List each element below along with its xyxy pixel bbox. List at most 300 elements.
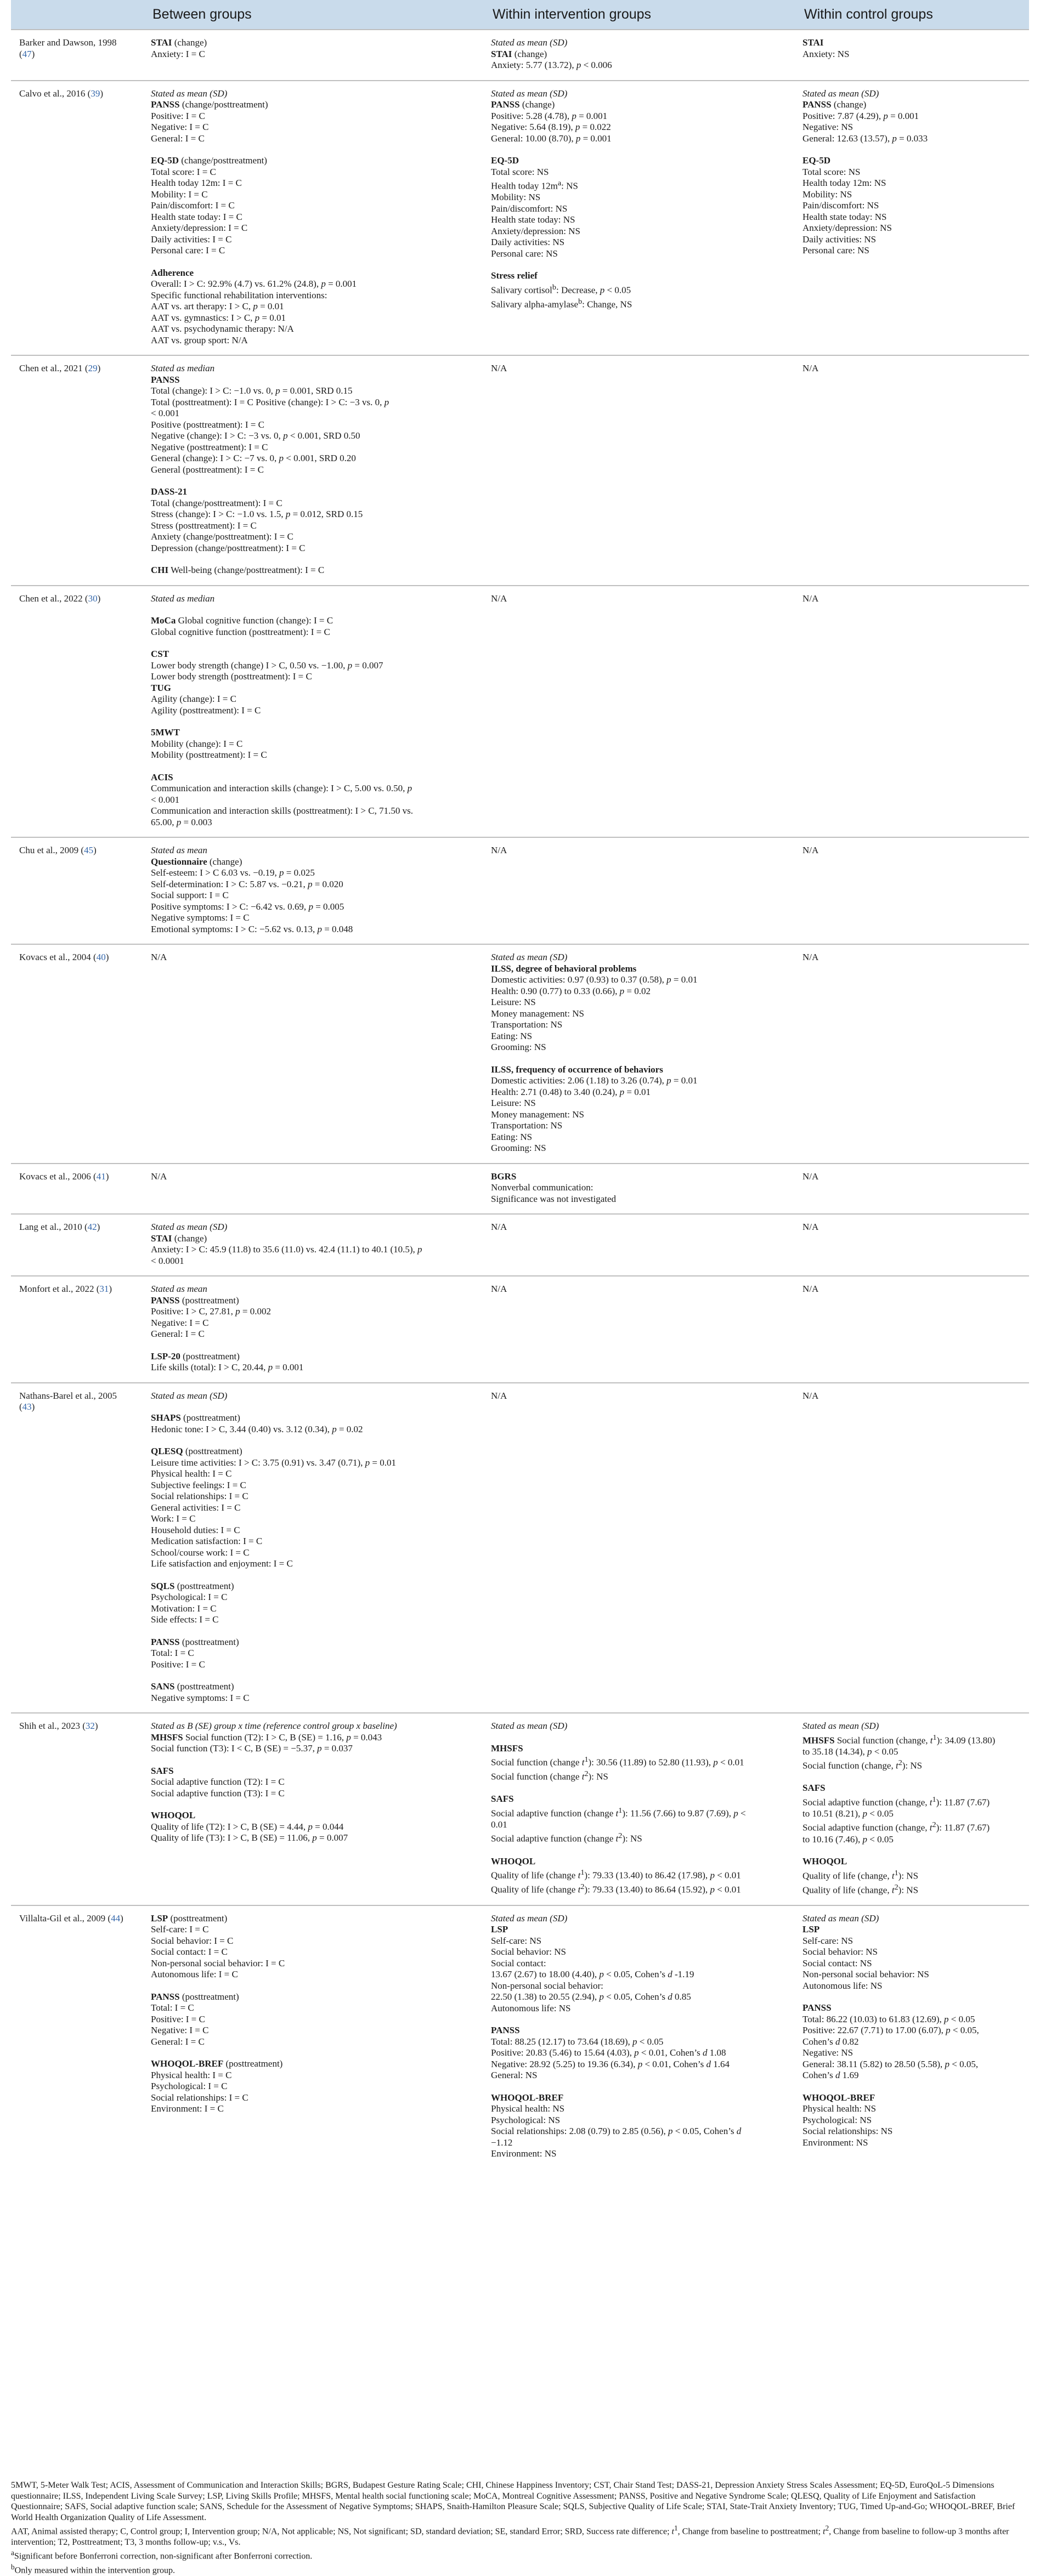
cell-text: (posttreatment)	[174, 1681, 234, 1692]
cell-text: Physical health: NS	[491, 2103, 565, 2114]
cell-text: < 0.001, SRD 0.50	[287, 430, 360, 441]
cell-text: Social adaptive function (change	[491, 1834, 616, 1845]
cell-text: Positive: 20.83 (5.46) to 15.64 (4.03),	[491, 2047, 635, 2058]
cell-text: Negative: 5.64 (8.19),	[491, 122, 575, 132]
cell-text: Health: 2.71 (0.48) to 3.40 (0.24),	[491, 1086, 620, 1097]
measure-name: LSP-20	[151, 1351, 180, 1361]
measure-name: PANSS	[151, 1991, 180, 2002]
cell-text: Communication and interaction skills (posttreatment): I > C, 71.50 vs.	[151, 805, 413, 816]
cell-text: 1	[584, 1755, 589, 1764]
cell-text: Social function (change	[491, 1757, 582, 1768]
reference-link[interactable]: 29	[88, 363, 98, 373]
within-control-cell	[794, 1713, 1029, 1905]
cell-text: Leisure: NS	[491, 1098, 536, 1108]
study-name: Calvo et al., 2016	[19, 88, 86, 99]
cell-text: Negative: NS	[802, 122, 854, 132]
cell-text: = 0.001	[580, 133, 612, 144]
cell-text: Self-care: NS	[802, 1935, 854, 1946]
cell-text: t	[929, 1797, 932, 1808]
reference-link[interactable]: 30	[88, 593, 98, 604]
cell-text: Personal care: NS	[491, 248, 558, 259]
cell-text: Lower body strength (posttreatment): I = C	[151, 671, 312, 682]
cell-text: p	[346, 1732, 351, 1743]
measure-name: PANSS	[491, 2025, 520, 2036]
cell-text: Social adaptive function (change,	[802, 1797, 930, 1808]
study-cell: Kovacs et al., 2004 (40)	[11, 944, 143, 1164]
between-groups-cell	[143, 1905, 483, 2169]
spacer	[151, 2047, 474, 2058]
cell-text: Grooming: NS	[491, 1042, 546, 1052]
cell-text: Social function (change,	[802, 1760, 896, 1771]
measure-name: MHSFS	[491, 1743, 523, 1754]
cell-text: p	[632, 2036, 637, 2047]
measure-name: SAFS	[151, 1765, 174, 1776]
measure-name: ILSS, degree of behavioral problems	[491, 963, 637, 974]
measure-name: CST	[151, 649, 169, 659]
spacer	[151, 638, 474, 649]
cell-text: = 0.01	[257, 301, 284, 311]
study-row	[11, 1164, 1029, 1215]
cell-text: Money management: NS	[491, 1109, 584, 1120]
cell-text: Negative symptoms: I = C	[151, 912, 250, 923]
cell-text: < 0.01, Cohen’s	[638, 2047, 703, 2058]
cell-text: t	[615, 1834, 619, 1845]
cell-text: Health state today: I = C	[151, 211, 242, 222]
cell-text: Psychological: I = C	[151, 2081, 228, 2092]
reference-link[interactable]: 32	[85, 1721, 95, 1731]
cell-text: Life skills (total): I > C, 20.44,	[151, 1362, 268, 1372]
spacer	[802, 2081, 1021, 2092]
measure-name: STAI	[151, 1233, 172, 1244]
cell-text: AAT vs. art therapy: I > C,	[151, 301, 253, 311]
measure-name: SAFS	[802, 1783, 826, 1794]
cell-text: Quality of life (change,	[802, 1885, 892, 1896]
cell-text: (change)	[207, 856, 242, 867]
study-row	[11, 944, 1029, 1164]
reference-link[interactable]: 39	[91, 88, 100, 99]
cell-text: = 0.007	[316, 1832, 348, 1843]
cell-text: Anxiety: I > C: 45.9 (11.8) to 35.6 (11.0) vs. 42.4 (11.1) to 40.1 (10.5),	[151, 1244, 418, 1255]
cell-text: Negative: I = C	[151, 2025, 209, 2036]
cell-text: Health state today: NS	[491, 214, 575, 225]
cell-text: Stated as mean (SD)	[802, 1721, 879, 1731]
cell-text: Quality of life (change,	[802, 1870, 892, 1881]
measure-name: Stress relief	[491, 270, 538, 281]
cell-text: p	[600, 285, 605, 296]
cell-text: p	[308, 901, 313, 912]
cell-text: Social contact: I = C	[151, 1947, 228, 1957]
between-groups-cell	[143, 837, 483, 944]
study-row	[11, 1713, 1029, 1905]
cell-text: t	[930, 1735, 933, 1746]
cell-text: Psychological: NS	[491, 2114, 561, 2125]
spacer	[151, 1755, 474, 1766]
cell-text: Anxiety/depression: NS	[802, 223, 892, 233]
cell-text: Stated as mean (SD)	[491, 952, 568, 962]
spacer	[151, 144, 474, 155]
cell-text: Social relationships: NS	[802, 2126, 893, 2137]
measure-name: PANSS	[151, 1636, 180, 1647]
study-name: Kovacs et al., 2004	[19, 952, 91, 962]
cell-text: p	[945, 2058, 950, 2069]
measure-name: MHSFS	[151, 1732, 183, 1743]
cell-text: Emotional symptoms: I > C: −5.62 vs. 0.13,	[151, 923, 318, 934]
cell-text: Motivation: I = C	[151, 1603, 217, 1614]
cell-text: Life satisfaction and enjoyment: I = C	[151, 1558, 293, 1569]
cell-text: N/A	[802, 593, 819, 604]
cell-text: = 0.044	[312, 1821, 344, 1832]
spacer	[802, 1991, 1021, 2002]
study-cell: Calvo et al., 2016 (39)	[11, 81, 143, 356]
cell-text: -1.19	[672, 1969, 694, 1980]
reference-link[interactable]: 44	[111, 1913, 121, 1924]
cell-text: Social behavior: NS	[491, 1947, 566, 1957]
cell-text: 0.85	[672, 1991, 691, 2002]
cell-text: d	[702, 2047, 708, 2058]
study-row	[11, 1214, 1029, 1276]
cell-text: Grooming: NS	[491, 1143, 546, 1153]
spacer	[491, 144, 786, 155]
spacer	[491, 1053, 786, 1064]
cell-text: Stated as mean (SD)	[802, 1913, 879, 1924]
cell-text: Lower body strength (change) I > C, 0.50 vs. −1.00,	[151, 660, 348, 671]
cell-text: Social adaptive function (T3): I = C	[151, 1788, 285, 1798]
cell-text: < 0.05, Cohen’s	[672, 2126, 737, 2137]
study-row	[11, 837, 1029, 944]
measure-name: SAFS	[491, 1794, 514, 1805]
cell-text: Total score: NS	[802, 166, 861, 177]
cell-text: p	[576, 60, 581, 70]
cell-text: : NS	[561, 180, 578, 191]
within-control-cell	[794, 81, 1029, 356]
cell-text: = 0.025	[284, 867, 315, 878]
header-row	[11, 0, 1029, 30]
cell-text: Quality of life (change	[491, 1884, 578, 1895]
cell-text: Global cognitive function (change): I = C	[176, 615, 334, 626]
measure-name: PANSS	[802, 2002, 832, 2013]
cell-text: Stress (change): I > C: −1.0 vs. 1.5,	[151, 509, 286, 519]
cell-text: Daily activities: I = C	[151, 234, 232, 245]
cell-text: Total: 86.22 (10.03) to 61.83 (12.69),	[802, 2013, 945, 2024]
measure-name: WHOQOL	[491, 1856, 536, 1866]
cell-text: Positive: 5.28 (4.78),	[491, 110, 572, 121]
cell-text: Environment: I = C	[151, 2103, 224, 2114]
cell-text: < 0.05	[948, 2013, 975, 2024]
cell-text: 1.08	[707, 2047, 726, 2058]
cell-text: p	[883, 110, 888, 121]
cell-text: N/A	[491, 1390, 507, 1401]
cell-text: Health: 0.90 (0.77) to 0.33 (0.66),	[491, 985, 620, 996]
cell-text: Positive: 22.67 (7.71) to 17.00 (6.07),	[802, 2025, 946, 2036]
cell-text: p	[666, 974, 671, 985]
within-control-cell	[794, 1905, 1029, 2169]
cell-text: Health today 12m: I = C	[151, 178, 242, 188]
measure-name: EQ-5D	[151, 155, 179, 166]
cell-text: p	[710, 1870, 715, 1881]
results-table	[11, 0, 1029, 2169]
spacer	[491, 2014, 786, 2025]
cell-text: Global cognitive function (posttreatment): I = C	[151, 626, 330, 637]
measure-name: EQ-5D	[802, 155, 830, 166]
cell-text: Social function (change	[491, 1771, 582, 1782]
cell-text: < 0.01	[714, 1870, 741, 1881]
cell-text: Anxiety: 5.77 (13.72),	[491, 60, 576, 70]
cell-text: Leisure time activities: I > C: 3.75 (0.91) vs. 3.47 (0.71),	[151, 1457, 365, 1468]
cell-text: (posttreatment)	[168, 1913, 228, 1924]
cell-text: Quality of life (T2): I > C, B (SE) = 4.44,	[151, 1821, 308, 1832]
cell-text: Negative symptoms: I = C	[151, 1692, 250, 1703]
cell-text: d	[835, 2036, 840, 2047]
measure-name: LSP	[802, 1924, 820, 1935]
cell-text: Stated as mean	[151, 1284, 207, 1294]
cell-text: Social function (T2): I > C, B (SE) = 1.16,	[183, 1732, 347, 1743]
within-intervention-cell	[483, 586, 794, 838]
cell-text: Eating: NS	[491, 1131, 533, 1142]
measure-name: PANSS	[151, 1295, 180, 1306]
cell-text: Daily activities: NS	[802, 234, 877, 245]
cell-text: Domestic activities: 0.97 (0.93) to 0.37 (0.58),	[491, 974, 667, 985]
cell-text: Anxiety (change/posttreatment): I = C	[151, 531, 293, 542]
study-cell: Villalta-Gil et al., 2009 (44)	[11, 1905, 143, 2169]
cell-text: Positive: I = C	[151, 1659, 205, 1670]
cell-text: N/A	[802, 1171, 819, 1182]
between-groups-cell	[143, 355, 483, 586]
cell-text: Total: I = C	[151, 1648, 194, 1658]
cell-text: Social relationships: I = C	[151, 1491, 248, 1501]
cell-text: Social adaptive function (change,	[802, 1823, 930, 1834]
cell-text: Pain/discomfort: NS	[491, 203, 568, 214]
cell-text: Non-personal social behavior: I = C	[151, 1957, 285, 1968]
measure-name: WHOQOL	[802, 1856, 847, 1867]
between-groups-cell	[143, 944, 483, 1164]
cell-text: < 0.01	[714, 1884, 741, 1895]
cell-text: Non-personal social behavior: NS	[802, 1969, 929, 1980]
study-name: Nathans-Barel et al., 2005	[19, 1390, 117, 1401]
spacer	[802, 144, 1021, 155]
cell-text: Mobility: NS	[491, 192, 541, 203]
cell-text: = 0.007	[352, 660, 383, 671]
cell-text: = 0.01	[370, 1457, 396, 1468]
cell-text: (posttreatment)	[179, 1295, 239, 1306]
cell-text: Positive: I > C, 27.81,	[151, 1306, 236, 1317]
spacer	[491, 1783, 786, 1794]
cell-text: Anxiety/depression: NS	[491, 225, 580, 236]
measure-name: WHOQOL-BREF	[151, 2058, 224, 2069]
cell-text: Stated as B (SE) group x time (reference control group x baseline)	[151, 1721, 397, 1731]
cell-text: 1	[618, 1806, 623, 1815]
cell-text: p	[279, 867, 284, 878]
cell-text: Social adaptive function (T2): I = C	[151, 1777, 285, 1787]
measure-name: SHAPS	[151, 1412, 181, 1423]
cell-text: p	[176, 816, 182, 827]
reference-link[interactable]: 31	[99, 1284, 109, 1294]
within-intervention-cell	[483, 1214, 794, 1276]
within-intervention-cell	[483, 355, 794, 586]
study-name: Kovacs et al., 2006	[19, 1171, 91, 1182]
cell-text: p	[253, 301, 258, 311]
spacer	[151, 716, 474, 727]
cell-text: Depression (change/posttreatment): I = C	[151, 542, 306, 553]
cell-text: (change/posttreatment)	[179, 155, 267, 166]
cell-text: p	[317, 1743, 322, 1754]
cell-text: b	[578, 297, 583, 306]
cell-text: t	[895, 1760, 898, 1771]
cell-text: Stress (posttreatment): I = C	[151, 520, 257, 531]
cell-text: < 0.0001	[151, 1255, 184, 1266]
cell-text: Stated as mean (SD)	[151, 1222, 228, 1232]
cell-text: Environment: NS	[491, 2148, 557, 2159]
reference-link[interactable]: 42	[87, 1222, 97, 1232]
between-groups-cell	[143, 586, 483, 838]
measure-name: MHSFS	[802, 1735, 835, 1746]
cell-text: p	[384, 396, 389, 407]
cell-text: = 0.012, SRD 0.15	[290, 509, 363, 519]
cell-text: Cohen’s	[802, 2070, 835, 2081]
cell-text: Positive symptoms: I > C: −6.42 vs. 0.69,	[151, 901, 309, 912]
cell-text: p	[417, 1244, 422, 1255]
cell-text: to 35.18 (14.34),	[802, 1746, 868, 1757]
spacer	[151, 257, 474, 268]
cell-text: General: 12.63 (13.57),	[802, 133, 892, 144]
study-row	[11, 30, 1029, 81]
cell-text: p	[321, 279, 326, 289]
cell-text: Quality of life (change	[491, 1870, 578, 1881]
cell-text: N/A	[802, 1284, 819, 1294]
cell-text: Negative (posttreatment): I = C	[151, 441, 268, 452]
within-control-cell	[794, 355, 1029, 586]
cell-text: = 0.001	[273, 1362, 304, 1372]
within-control-cell	[794, 944, 1029, 1164]
spacer	[802, 1772, 1021, 1783]
cell-text: p	[892, 133, 897, 144]
cell-text: = 0.01	[624, 1086, 651, 1097]
within-control-cell	[794, 1383, 1029, 1713]
cell-text: Stated as mean (SD)	[491, 88, 568, 99]
cell-text: ): NS	[622, 1834, 642, 1845]
cell-text: d	[668, 1991, 672, 2002]
cell-text: Health today 12m	[491, 180, 558, 191]
study-name: Chu et al., 2009	[19, 845, 79, 855]
cell-text: Self-esteem: I > C 6.03 vs. −0.19,	[151, 867, 280, 878]
cell-text: = 0.005	[313, 901, 344, 912]
reference-link[interactable]: 43	[22, 1402, 32, 1412]
within-control-cell	[794, 1214, 1029, 1276]
measure-name: LSP	[151, 1913, 168, 1924]
cell-text: Social contact:	[491, 1957, 546, 1968]
cell-text: p	[710, 1884, 715, 1895]
cell-text: ): 11.87 (7.67)	[936, 1823, 990, 1834]
measure-name: STAI	[802, 37, 824, 48]
cell-text: p	[637, 2058, 643, 2069]
table-footnotes	[11, 2480, 1026, 2576]
cell-text: : Decrease,	[556, 285, 600, 296]
spacer	[151, 1570, 474, 1581]
study-cell: Chu et al., 2009 (45)	[11, 837, 143, 944]
cell-text: Medication satisfaction: I = C	[151, 1536, 263, 1546]
cell-text: Hedonic tone: I > C, 3.44 (0.40) vs. 3.12 (0.34),	[151, 1423, 332, 1434]
cell-text: p	[619, 985, 625, 996]
cell-text: 1	[580, 1868, 585, 1877]
cell-text: p	[733, 1808, 738, 1819]
cell-text: t	[578, 1884, 581, 1895]
cell-text: Social support: I = C	[151, 890, 229, 900]
header-study	[11, 0, 143, 30]
cell-text: School/course work: I = C	[151, 1547, 250, 1558]
cell-text: p	[619, 1086, 625, 1097]
cell-text: < 0.05,	[950, 2025, 979, 2036]
cell-text: 0.01	[491, 1819, 507, 1830]
cell-text: N/A	[802, 845, 819, 855]
reference-link[interactable]: 45	[84, 845, 94, 855]
cell-text: Environment: NS	[802, 2137, 868, 2148]
cell-text: < 0.001	[151, 408, 180, 418]
measure-name: ACIS	[151, 771, 173, 782]
study-cell: Monfort et al., 2022 (31)	[11, 1276, 143, 1383]
within-intervention-cell	[483, 1905, 794, 2169]
reference-link[interactable]: 40	[96, 952, 106, 962]
spacer	[151, 554, 474, 565]
spacer	[151, 604, 474, 615]
reference-link[interactable]: 47	[22, 48, 32, 59]
cell-text: t	[578, 1870, 581, 1881]
between-groups-cell	[143, 1276, 483, 1383]
cell-text: Nonverbal communication:	[491, 1182, 594, 1193]
cell-text: = 0.02	[624, 985, 651, 996]
between-groups-cell	[143, 1214, 483, 1276]
cell-text: Physical health: NS	[802, 2103, 877, 2114]
cell-text: p	[285, 509, 291, 519]
cell-text: (change)	[512, 48, 547, 59]
cell-text: p	[862, 1808, 868, 1819]
cell-text: Health today 12m: NS	[802, 178, 886, 188]
measure-name: SQLS	[151, 1580, 175, 1591]
study-name: Villalta-Gil et al., 2009	[19, 1913, 106, 1924]
measure-name: TUG	[151, 682, 171, 693]
cell-text: p	[862, 1834, 868, 1845]
within-intervention-cell	[483, 1276, 794, 1383]
cell-text: Social contact: NS	[802, 1957, 872, 1968]
cell-text: (posttreatment)	[183, 1446, 242, 1456]
cell-text: p	[599, 1991, 604, 2002]
cell-text: t	[581, 1757, 585, 1768]
cell-text: N/A	[491, 1222, 507, 1232]
cell-text: Anxiety: I = C	[151, 48, 205, 59]
cell-text: N/A	[151, 1171, 167, 1182]
cell-text: p	[332, 1423, 337, 1434]
cell-text: p	[283, 430, 288, 441]
cell-text: Self-determination: I > C: 5.87 vs. −0.21,	[151, 878, 308, 889]
cell-text: Personal care: NS	[802, 245, 869, 256]
cell-text: = 0.020	[312, 878, 343, 889]
header-within-control: Within control groups	[794, 0, 1029, 30]
measure-name: BGRS	[491, 1171, 517, 1182]
cell-text: a	[557, 179, 562, 188]
spacer	[491, 2081, 786, 2092]
cell-text: p	[666, 1075, 671, 1086]
cell-text: Positive (posttreatment): I = C	[151, 419, 264, 430]
cell-text: Autonomous life: NS	[491, 2002, 571, 2013]
reference-link[interactable]: 41	[96, 1171, 106, 1182]
within-intervention-cell	[483, 30, 794, 81]
spacer	[491, 1845, 786, 1856]
measure-name: 5MWT	[151, 727, 180, 737]
study-name: Shih et al., 2023	[19, 1721, 80, 1731]
cell-text: 2	[894, 1882, 898, 1892]
cell-text: General: 38.11 (5.82) to 28.50 (5.58),	[802, 2058, 945, 2069]
cell-text: = 0.01	[671, 974, 698, 985]
measure-name: WHOQOL-BREF	[491, 2092, 564, 2103]
cell-text: = 0.001	[325, 279, 357, 289]
